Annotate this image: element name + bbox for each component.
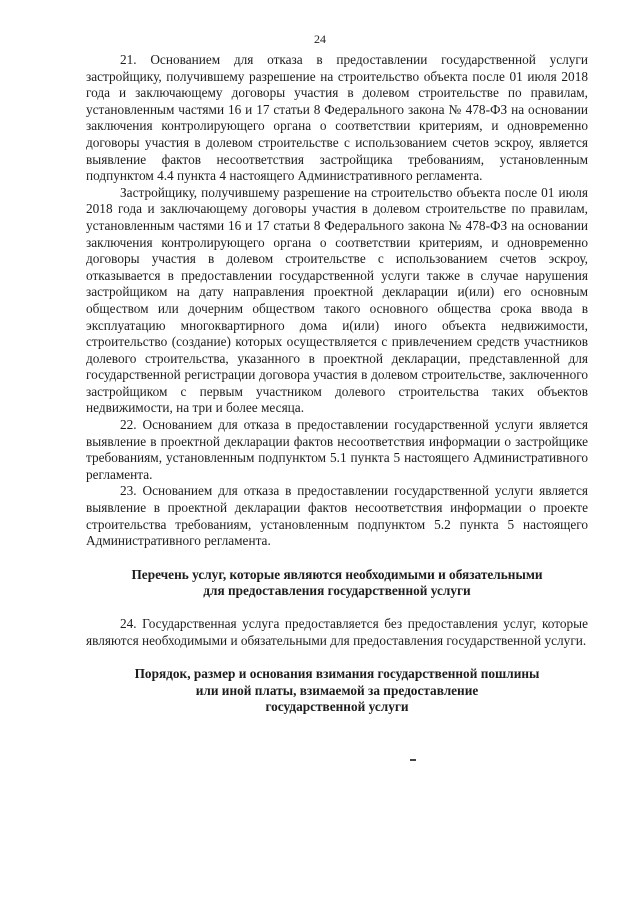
paragraph-21-continued: Застройщику, получившему разрешение на строительство объекта после 01 июля 2018 года и заключающему договоры участия в долевом строительстве по правилам, установленным частями 16 и 17 статьи 8 Федерального закона № 478-ФЗ на основании заключения контролирующего органа о соответствии критериям, и одновременно договоры участия в долевом строительстве с использованием счетов эскроу, отказывается в предоставлении государственной услуги также в случае нарушения застройщиком на дату направления проектной декларации и(или) его основным обществом или дочерним обществом такого основного общества срока ввода в эксплуатацию многоквартирного дома и(или) иного объекта недвижимости, строительство (создание) которых осуществляется с привлечением средств участников долевого строительства, указанного в проектной декларации, представленной для государственной регистрации договора участия в долевом строительстве, заключенного застройщиком с первым участником долевого строительства таких объектов недвижимости, на три и более месяца. [86,184,588,416]
paragraph-22: 22. Основанием для отказа в предоставлении государственной услуги является выявление в проектной декларации фактов несоответствия информации о застройщике требованиям, установленным подпунктом 5.1 пункта 5 настоящего Административного регламента. [86,417,588,482]
heading-line: для предоставления государственной услуги [203,583,471,599]
paragraph-23: 23. Основанием для отказа в предоставлении государственной услуги является выявление в проектной декларации фактов несоответствия информации о проекте строительства требованиям, установленным подпунктом 5.2 пункта 5 настоящего Административного регламента. [86,483,588,549]
heading-line: Порядок, размер и основания взимания государственной пошлины [134,666,540,682]
page-body [86,52,588,716]
page-number: 24 [314,32,326,46]
section-heading-services-list [86,567,588,600]
heading-line: государственной услуги [265,699,409,715]
section-heading-fee-procedure [86,666,588,716]
paragraph-21: 21. Основанием для отказа в предоставлении государственной услуги застройщику, получившему разрешение на строительство объекта после 01 июля 2018 года и заключающему договоры участия в долевом строительстве по правилам, установленным частями 16 и 17 статьи 8 Федерального закона № 478-ФЗ на основании заключения контролирующего органа о соответствии критериям, и одновременно договоры участия в долевом строительстве с использованием счетов эскроу, является выявление фактов несоответствия застройщика требованиям, установленным подпунктом 4.4 пункта 4 настоящего Административного регламента. [86,52,588,184]
heading-line: Перечень услуг, которые являются необходимыми и обязательными [131,566,543,582]
scan-speck [410,759,416,761]
heading-line: или иной платы, взимаемой за предоставление [195,682,479,698]
paragraph-24: 24. Государственная услуга предоставляется без предоставления услуг, которые являются необходимыми и обязательными для предоставления государственной услуги. [86,616,588,648]
